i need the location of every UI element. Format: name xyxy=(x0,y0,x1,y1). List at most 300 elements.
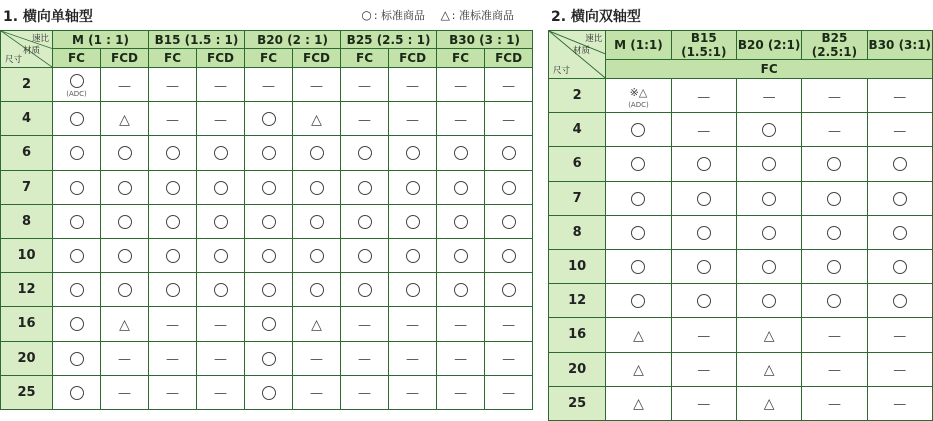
table-row xyxy=(549,79,933,113)
dash-icon: — xyxy=(310,352,324,368)
standard-cell xyxy=(485,204,533,238)
group-header: B20 (2:1) xyxy=(736,31,801,60)
standard-cell xyxy=(53,341,101,375)
circle-icon xyxy=(762,294,776,308)
standard-cell xyxy=(101,170,149,204)
circle-icon xyxy=(358,215,372,229)
dash-icon: — xyxy=(118,386,131,402)
size-label: 4 xyxy=(1,102,53,136)
dash-icon: — xyxy=(214,352,228,368)
circle-icon xyxy=(166,146,180,160)
dash-icon: — xyxy=(454,386,468,402)
double-shaft-table xyxy=(548,30,933,421)
standard-cell xyxy=(736,249,801,283)
standard-cell xyxy=(867,147,932,181)
dash-icon: — xyxy=(827,89,841,105)
unavailable-cell xyxy=(437,375,485,409)
semi-standard-cell xyxy=(101,102,149,136)
standard-cell xyxy=(606,284,671,318)
dash-icon: — xyxy=(827,363,841,379)
standard-cell xyxy=(245,375,293,409)
table-row xyxy=(549,318,933,352)
table-row xyxy=(1,375,533,409)
standard-cell xyxy=(802,284,867,318)
circle-icon xyxy=(762,260,776,274)
standard-cell xyxy=(197,136,245,170)
group-header: M (1:1) xyxy=(606,31,671,60)
dash-icon: — xyxy=(893,89,907,105)
material-header: FCD xyxy=(197,49,245,68)
unavailable-cell xyxy=(867,113,932,147)
unavailable-cell xyxy=(101,341,149,375)
table-row xyxy=(1,102,533,136)
standard-cell xyxy=(101,273,149,307)
unavailable-cell xyxy=(802,318,867,352)
standard-cell xyxy=(437,273,485,307)
circle-icon xyxy=(502,146,516,160)
standard-cell xyxy=(341,204,389,238)
dash-icon: — xyxy=(214,317,228,333)
table-row xyxy=(1,68,533,102)
dash-icon: — xyxy=(406,78,420,94)
dash-icon: — xyxy=(166,386,180,402)
size-label: 16 xyxy=(1,307,53,341)
standard-cell xyxy=(485,136,533,170)
legend-triangle-icon: △ xyxy=(440,8,450,22)
unavailable-cell xyxy=(197,375,245,409)
size-label: 2 xyxy=(549,79,606,113)
unavailable-cell xyxy=(389,102,437,136)
dash-icon: — xyxy=(358,78,372,94)
unavailable-cell xyxy=(341,307,389,341)
dash-icon: — xyxy=(697,328,711,344)
table-row xyxy=(549,284,933,318)
group-header: M (1 : 1) xyxy=(53,31,149,49)
standard-cell xyxy=(736,284,801,318)
standard-cell xyxy=(736,147,801,181)
material-header: FCD xyxy=(389,49,437,68)
dash-icon: — xyxy=(502,352,516,368)
unavailable-cell xyxy=(341,102,389,136)
standard-cell xyxy=(149,238,197,272)
double-shaft-title-row xyxy=(548,0,933,30)
section-title-double-shaft: 2. 横向双轴型 xyxy=(551,9,641,25)
unavailable-cell xyxy=(293,68,341,102)
unavailable-cell xyxy=(245,68,293,102)
circle-icon xyxy=(502,215,516,229)
standard-cell xyxy=(802,249,867,283)
semi-standard-cell xyxy=(736,318,801,352)
table-row xyxy=(549,249,933,283)
dash-icon: — xyxy=(697,363,711,379)
standard-cell xyxy=(736,215,801,249)
standard-cell xyxy=(101,204,149,238)
standard-cell xyxy=(101,238,149,272)
unavailable-cell xyxy=(671,318,736,352)
circle-icon xyxy=(118,249,132,263)
table-corner-header xyxy=(549,31,606,79)
circle-icon xyxy=(70,249,84,263)
unavailable-cell xyxy=(867,386,932,420)
circle-icon xyxy=(262,283,276,297)
circle-icon xyxy=(827,260,841,274)
unavailable-cell xyxy=(389,68,437,102)
corner-size-label: 尺寸 xyxy=(5,55,23,65)
unavailable-cell xyxy=(437,102,485,136)
table-row xyxy=(1,341,533,375)
circle-icon xyxy=(454,215,468,229)
circle-icon xyxy=(893,226,907,240)
single-shaft-title-row xyxy=(0,0,532,30)
circle-icon xyxy=(827,192,841,206)
table-corner-header xyxy=(1,31,53,68)
dash-icon: — xyxy=(214,78,228,94)
circle-icon xyxy=(893,294,907,308)
triangle-icon: △ xyxy=(633,327,644,344)
circle-icon xyxy=(118,215,132,229)
adc-note: (ADC) xyxy=(66,90,87,99)
unavailable-cell xyxy=(149,68,197,102)
standard-cell xyxy=(53,204,101,238)
double-shaft-panel xyxy=(548,0,933,421)
standard-cell xyxy=(389,273,437,307)
size-label: 6 xyxy=(1,136,53,170)
dash-icon: — xyxy=(118,352,131,368)
dash-icon: — xyxy=(454,352,468,368)
circle-icon xyxy=(406,181,420,195)
dash-icon: — xyxy=(406,352,420,368)
unavailable-cell xyxy=(197,307,245,341)
material-header: FC xyxy=(245,49,293,68)
circle-icon xyxy=(310,215,324,229)
dash-icon: — xyxy=(166,352,180,368)
standard-cell xyxy=(389,136,437,170)
circle-icon xyxy=(762,192,776,206)
standard-cell xyxy=(149,273,197,307)
circle-icon xyxy=(310,181,324,195)
semi-standard-cell xyxy=(606,318,671,352)
material-header: FC xyxy=(53,49,101,68)
table-row xyxy=(549,147,933,181)
material-header: FC xyxy=(437,49,485,68)
circle-icon xyxy=(631,123,645,137)
standard-cell xyxy=(293,238,341,272)
table-row xyxy=(1,307,533,341)
circle-icon xyxy=(214,215,228,229)
unavailable-cell xyxy=(437,307,485,341)
group-header: B20 (2 : 1) xyxy=(245,31,341,49)
material-header: FCD xyxy=(485,49,533,68)
standard-cell xyxy=(245,170,293,204)
unavailable-cell xyxy=(485,341,533,375)
size-label: 20 xyxy=(1,341,53,375)
unavailable-cell xyxy=(149,307,197,341)
circle-icon xyxy=(893,192,907,206)
unavailable-cell xyxy=(802,79,867,113)
unavailable-cell xyxy=(736,79,801,113)
unavailable-cell xyxy=(389,375,437,409)
circle-icon xyxy=(454,181,468,195)
standard-cell xyxy=(293,204,341,238)
semi-standard-cell xyxy=(606,352,671,386)
standard-cell xyxy=(293,170,341,204)
size-label: 10 xyxy=(549,249,606,283)
dash-icon: — xyxy=(502,317,516,333)
standard-cell xyxy=(53,238,101,272)
circle-icon xyxy=(262,181,276,195)
dash-icon: — xyxy=(118,78,131,94)
unavailable-cell xyxy=(437,68,485,102)
circle-icon xyxy=(166,283,180,297)
circle-icon xyxy=(697,294,711,308)
unavailable-cell xyxy=(802,352,867,386)
triangle-icon: △ xyxy=(763,362,775,379)
single-shaft-table xyxy=(0,30,533,410)
standard-cell xyxy=(485,170,533,204)
standard-cell xyxy=(671,249,736,283)
dash-icon: — xyxy=(697,397,711,413)
standard-cell xyxy=(245,273,293,307)
unavailable-cell xyxy=(671,352,736,386)
circle-icon xyxy=(454,249,468,263)
circle-icon xyxy=(502,283,516,297)
standard-cell xyxy=(149,170,197,204)
dash-icon: — xyxy=(262,78,276,94)
standard-cell xyxy=(867,284,932,318)
circle-icon xyxy=(631,192,645,206)
unavailable-cell xyxy=(867,352,932,386)
size-label: 4 xyxy=(549,113,606,147)
standard-cell xyxy=(341,238,389,272)
triangle-icon: △ xyxy=(311,316,322,333)
dash-icon: — xyxy=(358,386,372,402)
circle-icon xyxy=(697,157,711,171)
standard-cell xyxy=(197,204,245,238)
dash-icon: — xyxy=(358,317,372,333)
corner-ratio-label: 速比 xyxy=(31,34,49,44)
dash-icon: — xyxy=(893,363,907,379)
standard-cell xyxy=(736,113,801,147)
legend-semi-standard-label: : 准标准商品 xyxy=(451,9,514,22)
standard-cell xyxy=(671,284,736,318)
circle-icon xyxy=(358,181,372,195)
unavailable-cell xyxy=(149,102,197,136)
material-header: FC xyxy=(606,60,933,79)
standard-cell xyxy=(802,147,867,181)
standard-cell xyxy=(485,238,533,272)
corner-material-label: 材质 xyxy=(573,46,591,56)
size-label: 6 xyxy=(549,147,606,181)
section-title-single-shaft: 1. 横向单轴型 xyxy=(3,9,93,25)
standard-cell xyxy=(389,204,437,238)
dash-icon: — xyxy=(310,386,324,402)
standard-cell xyxy=(802,181,867,215)
standard-cell xyxy=(389,170,437,204)
legend xyxy=(361,7,514,23)
table-row xyxy=(1,136,533,170)
group-header: B15 (1.5 : 1) xyxy=(149,31,245,49)
corner-ratio-label: 速比 xyxy=(585,34,603,44)
circle-icon xyxy=(454,283,468,297)
dash-icon: — xyxy=(454,317,468,333)
dash-icon: — xyxy=(454,112,468,128)
standard-cell xyxy=(671,215,736,249)
circle-icon xyxy=(70,112,84,126)
unavailable-cell xyxy=(485,375,533,409)
standard-cell xyxy=(293,273,341,307)
standard-cell xyxy=(606,215,671,249)
standard-cell xyxy=(341,273,389,307)
material-header: FC xyxy=(341,49,389,68)
unavailable-cell xyxy=(437,341,485,375)
circle-icon xyxy=(310,249,324,263)
unavailable-cell xyxy=(485,68,533,102)
circle-icon xyxy=(70,215,84,229)
triangle-icon: △ xyxy=(763,396,775,413)
semi-standard-cell xyxy=(101,307,149,341)
circle-icon xyxy=(454,146,468,160)
circle-icon xyxy=(406,249,420,263)
circle-icon xyxy=(762,123,776,137)
circle-icon xyxy=(502,249,516,263)
dash-icon: — xyxy=(454,78,468,94)
circle-icon xyxy=(262,249,276,263)
dash-icon: — xyxy=(697,89,711,105)
size-label: 25 xyxy=(549,386,606,420)
group-header: B15 (1.5:1) xyxy=(671,31,736,60)
circle-icon xyxy=(893,157,907,171)
circle-icon xyxy=(70,283,84,297)
circle-icon xyxy=(406,146,420,160)
unavailable-cell xyxy=(197,102,245,136)
circle-icon xyxy=(827,294,841,308)
standard-cell xyxy=(606,249,671,283)
standard-cell xyxy=(389,238,437,272)
circle-icon xyxy=(70,352,84,366)
standard-cell xyxy=(485,273,533,307)
unavailable-cell xyxy=(293,341,341,375)
table-row xyxy=(1,238,533,272)
circle-icon xyxy=(118,146,132,160)
circle-icon xyxy=(762,226,776,240)
dash-icon: — xyxy=(166,112,180,128)
circle-icon xyxy=(358,146,372,160)
table-row xyxy=(549,386,933,420)
table-row xyxy=(549,352,933,386)
standard-cell xyxy=(606,113,671,147)
semi-standard-cell xyxy=(293,307,341,341)
standard-cell xyxy=(245,307,293,341)
unavailable-cell xyxy=(802,386,867,420)
dash-icon: — xyxy=(827,328,841,344)
table-row xyxy=(549,181,933,215)
size-label: 8 xyxy=(1,204,53,238)
corner-size-label: 尺寸 xyxy=(553,66,571,76)
circle-icon xyxy=(262,386,276,400)
standard-cell xyxy=(149,204,197,238)
dash-icon: — xyxy=(214,112,228,128)
semi-standard-cell xyxy=(606,386,671,420)
corner-material-label: 材质 xyxy=(23,46,41,56)
standard-cell xyxy=(53,170,101,204)
circle-icon xyxy=(166,215,180,229)
semi-standard-cell xyxy=(736,352,801,386)
circle-icon xyxy=(697,192,711,206)
unavailable-cell xyxy=(101,375,149,409)
standard-cell xyxy=(341,136,389,170)
circle-icon xyxy=(70,74,84,88)
size-label: 25 xyxy=(1,375,53,409)
dash-icon: — xyxy=(214,386,228,402)
circle-icon xyxy=(262,112,276,126)
size-label: 7 xyxy=(1,170,53,204)
circle-icon xyxy=(166,181,180,195)
dash-icon: — xyxy=(166,317,180,333)
size-label: 12 xyxy=(1,273,53,307)
standard-cell xyxy=(736,181,801,215)
dash-icon: — xyxy=(762,89,776,105)
table-row xyxy=(1,204,533,238)
reference-triangle-icon: ※△ xyxy=(629,86,648,100)
legend-standard-label: : 标准商品 xyxy=(373,9,426,22)
circle-icon xyxy=(262,317,276,331)
standard-cell xyxy=(101,136,149,170)
circle-icon xyxy=(310,283,324,297)
circle-icon xyxy=(502,181,516,195)
dash-icon: — xyxy=(502,386,516,402)
standard-cell xyxy=(437,204,485,238)
unavailable-cell xyxy=(341,341,389,375)
triangle-icon: △ xyxy=(119,111,130,128)
unavailable-cell xyxy=(341,68,389,102)
circle-icon xyxy=(893,260,907,274)
material-header: FC xyxy=(149,49,197,68)
unavailable-cell xyxy=(867,79,932,113)
dash-icon: — xyxy=(166,78,180,94)
unavailable-cell xyxy=(485,307,533,341)
circle-icon xyxy=(214,249,228,263)
standard-cell xyxy=(53,273,101,307)
circle-icon xyxy=(262,146,276,160)
circle-icon xyxy=(118,181,132,195)
dash-icon: — xyxy=(502,78,516,94)
standard-cell xyxy=(53,68,101,102)
circle-icon xyxy=(70,386,84,400)
circle-icon xyxy=(762,157,776,171)
table-row xyxy=(1,273,533,307)
standard-cell xyxy=(245,204,293,238)
unavailable-cell xyxy=(197,341,245,375)
material-header: FCD xyxy=(293,49,341,68)
legend-circle-icon: ○ xyxy=(361,8,372,22)
standard-cell xyxy=(197,273,245,307)
standard-cell xyxy=(245,136,293,170)
standard-cell xyxy=(341,170,389,204)
unavailable-cell xyxy=(671,79,736,113)
standard-cell xyxy=(437,238,485,272)
dash-icon: — xyxy=(358,352,372,368)
circle-icon xyxy=(262,215,276,229)
standard-cell xyxy=(245,238,293,272)
size-label: 7 xyxy=(549,181,606,215)
circle-icon xyxy=(118,283,132,297)
table-row xyxy=(549,215,933,249)
size-label: 16 xyxy=(549,318,606,352)
dash-icon: — xyxy=(697,123,711,139)
triangle-icon: △ xyxy=(763,327,775,344)
standard-cell xyxy=(245,102,293,136)
standard-cell xyxy=(867,215,932,249)
